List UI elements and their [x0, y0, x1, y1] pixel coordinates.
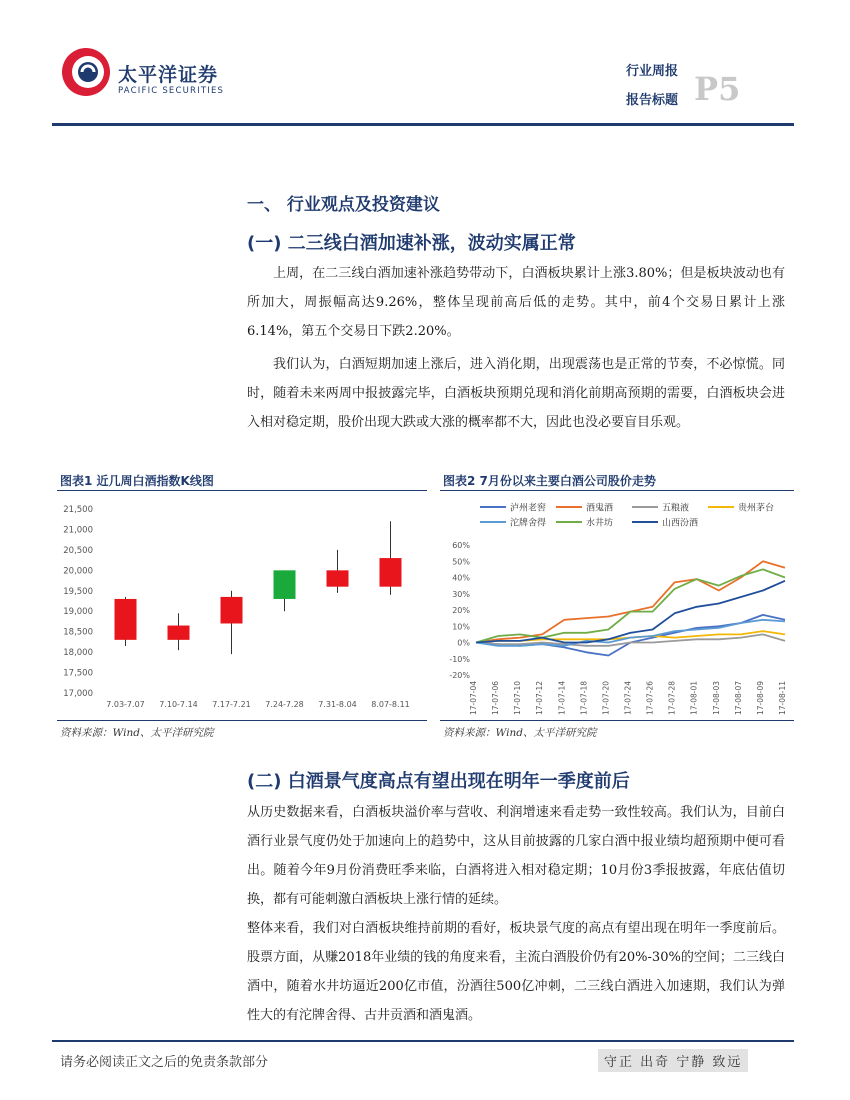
x-tick-label: 7.17-7.21	[212, 700, 251, 709]
x-tick-label: 17-08-11	[778, 681, 787, 716]
line-chart	[440, 495, 794, 717]
figure-1-bottom-rule	[57, 720, 427, 721]
x-tick-label: 17-08-01	[689, 681, 699, 716]
brand-logo-icon	[60, 46, 112, 98]
x-tick-label: 17-07-12	[535, 681, 545, 716]
paragraph: 从历史数据来看，白酒板块溢价率与营收、利润增速来看走势一致性较高。我们认为，目前白酒行业景气度仍处于加速向上的趋势中，这从目前披露的几家白酒中报业绩均超预期中便可看出。随着今年9月份消费旺季来临，白酒将进入相对稳定期；10月份3季报披露，年底估值切换，都有可能刺激白酒板块上涨行情的延续。	[247, 805, 785, 907]
x-tick-label: 17-08-03	[711, 681, 721, 716]
page-number: P5	[694, 70, 741, 108]
x-tick-label: 17-07-28	[667, 681, 677, 716]
y-tick-label: 20,000	[63, 566, 93, 577]
paragraph: 我们认为，白酒短期加速上涨后，进入消化期，出现震荡也是正常的节奏，不必惊慌。同时，随着未来两周中报披露完毕，白酒板块预期兑现和消化前期高预期的需要，白酒板块会进入相对稳定期，股价出现大跌或大涨的概率都不大，因此也没必要盲目乐观。	[247, 357, 785, 430]
y-tick-label: 18,500	[63, 627, 93, 638]
header-divider	[52, 123, 794, 126]
y-tick-label: 21,500	[63, 505, 93, 515]
x-tick-label: 7.24-7.28	[265, 700, 304, 709]
legend-label: 酒鬼酒	[586, 503, 614, 514]
series-line	[476, 569, 785, 642]
legend-label: 山西汾酒	[662, 518, 699, 529]
x-tick-label: 17-07-20	[601, 681, 611, 716]
section-heading: 一、 行业观点及投资建议	[247, 195, 440, 215]
series-line	[476, 561, 785, 642]
legend-label: 水井坊	[586, 518, 614, 529]
brand-name-cn: 太平洋证券	[118, 64, 219, 86]
x-tick-label: 7.31-8.04	[318, 700, 357, 709]
footer-divider	[52, 1040, 794, 1042]
y-tick-label: 20%	[452, 606, 470, 615]
x-tick-label: 17-07-24	[623, 681, 633, 716]
footer-disclaimer: 请务必阅读正文之后的免责条款部分	[60, 1055, 269, 1070]
figure-2-bottom-rule	[440, 720, 794, 721]
candle-body	[274, 570, 296, 599]
figure-1-rule	[57, 490, 427, 491]
y-tick-label: -20%	[449, 671, 470, 680]
y-tick-label: 19,500	[63, 586, 93, 597]
candle-body	[327, 570, 349, 586]
candle-body	[380, 558, 402, 587]
x-tick-label: 17-08-07	[733, 681, 743, 716]
x-tick-label: 17-07-04	[469, 681, 478, 716]
y-tick-label: 21,000	[63, 525, 93, 536]
paragraph: 上周，在二三线白酒加速补涨趋势带动下，白酒板块累计上涨3.80%；但是板块波动也有所加大，周振幅高达9.26%，整体呈现前高后低的走势。其中，前4个交易日累计上涨6.14%，第五个交易日下跌2.20%。	[247, 266, 785, 339]
y-tick-label: 18,000	[63, 648, 93, 659]
candle-body	[168, 626, 190, 640]
y-tick-label: 40%	[452, 573, 470, 583]
x-tick-label: 17-07-14	[557, 681, 567, 716]
y-tick-label: 20,500	[63, 545, 93, 556]
y-tick-label: 19,000	[63, 607, 93, 618]
y-tick-label: 60%	[452, 541, 470, 550]
y-tick-label: 17,500	[63, 668, 93, 679]
y-tick-label: 30%	[452, 589, 470, 599]
candle-body	[221, 597, 243, 624]
x-tick-label: 8.07-8.11	[371, 700, 410, 709]
legend-label: 贵州茅台	[738, 503, 775, 514]
x-tick-label: 17-08-09	[755, 681, 765, 716]
figure-2-source: 资料来源：Wind、太平洋研究院	[443, 727, 597, 739]
x-tick-label: 17-07-06	[491, 681, 501, 716]
y-tick-label: -10%	[449, 654, 470, 664]
legend-label: 五粮液	[662, 503, 690, 514]
footer-slogan: 守正 出奇 宁静 致远	[598, 1049, 748, 1072]
figure-1-caption: 图表1 近几周白酒指数K线图	[60, 474, 214, 488]
figure-2-caption: 图表2 7月份以来主要白酒公司股价走势	[443, 474, 656, 488]
figure-2-rule	[440, 490, 794, 491]
x-tick-label: 7.03-7.07	[106, 700, 145, 709]
subsection-2-body	[247, 798, 785, 1030]
y-tick-label: 0%	[457, 638, 470, 648]
figure-1-source: 资料来源：Wind、太平洋研究院	[60, 727, 214, 739]
x-tick-label: 17-07-18	[579, 681, 589, 716]
x-tick-label: 17-07-10	[513, 681, 523, 716]
report-title: 报告标题	[626, 93, 679, 108]
candle-body	[115, 599, 137, 640]
brand-name-en: PACIFIC SECURITIES	[118, 86, 225, 96]
subsection-1-body	[247, 259, 785, 437]
legend-label: 泸州老窖	[510, 503, 547, 514]
candlestick-chart	[57, 495, 427, 717]
x-tick-label: 17-07-26	[645, 681, 655, 716]
y-tick-label: 10%	[452, 622, 470, 632]
x-tick-label: 7.10-7.14	[159, 700, 198, 709]
legend-label: 沱牌舍得	[510, 518, 547, 529]
y-tick-label: 50%	[452, 557, 470, 567]
y-tick-label: 17,000	[63, 689, 93, 699]
paragraph: 整体来看，我们对白酒板块维持前期的看好，板块景气度的高点有望出现在明年一季度前后。股票方面，从赚2018年业绩的钱的角度来看，主流白酒股价仍有20%-30%的空间；二三线白酒中，随着水井坊逼近200亿市值，汾酒往500亿冲刺，二三线白酒进入加速期，我们认为弹性大的有沱牌舍得、古井贡酒和酒鬼酒。	[247, 921, 785, 1023]
subsection-heading-1: (一) 二三线白酒加速补涨，波动实属正常	[247, 233, 576, 254]
report-type: 行业周报	[626, 64, 679, 79]
subsection-heading-2: (二) 白酒景气度高点有望出现在明年一季度前后	[247, 771, 630, 792]
